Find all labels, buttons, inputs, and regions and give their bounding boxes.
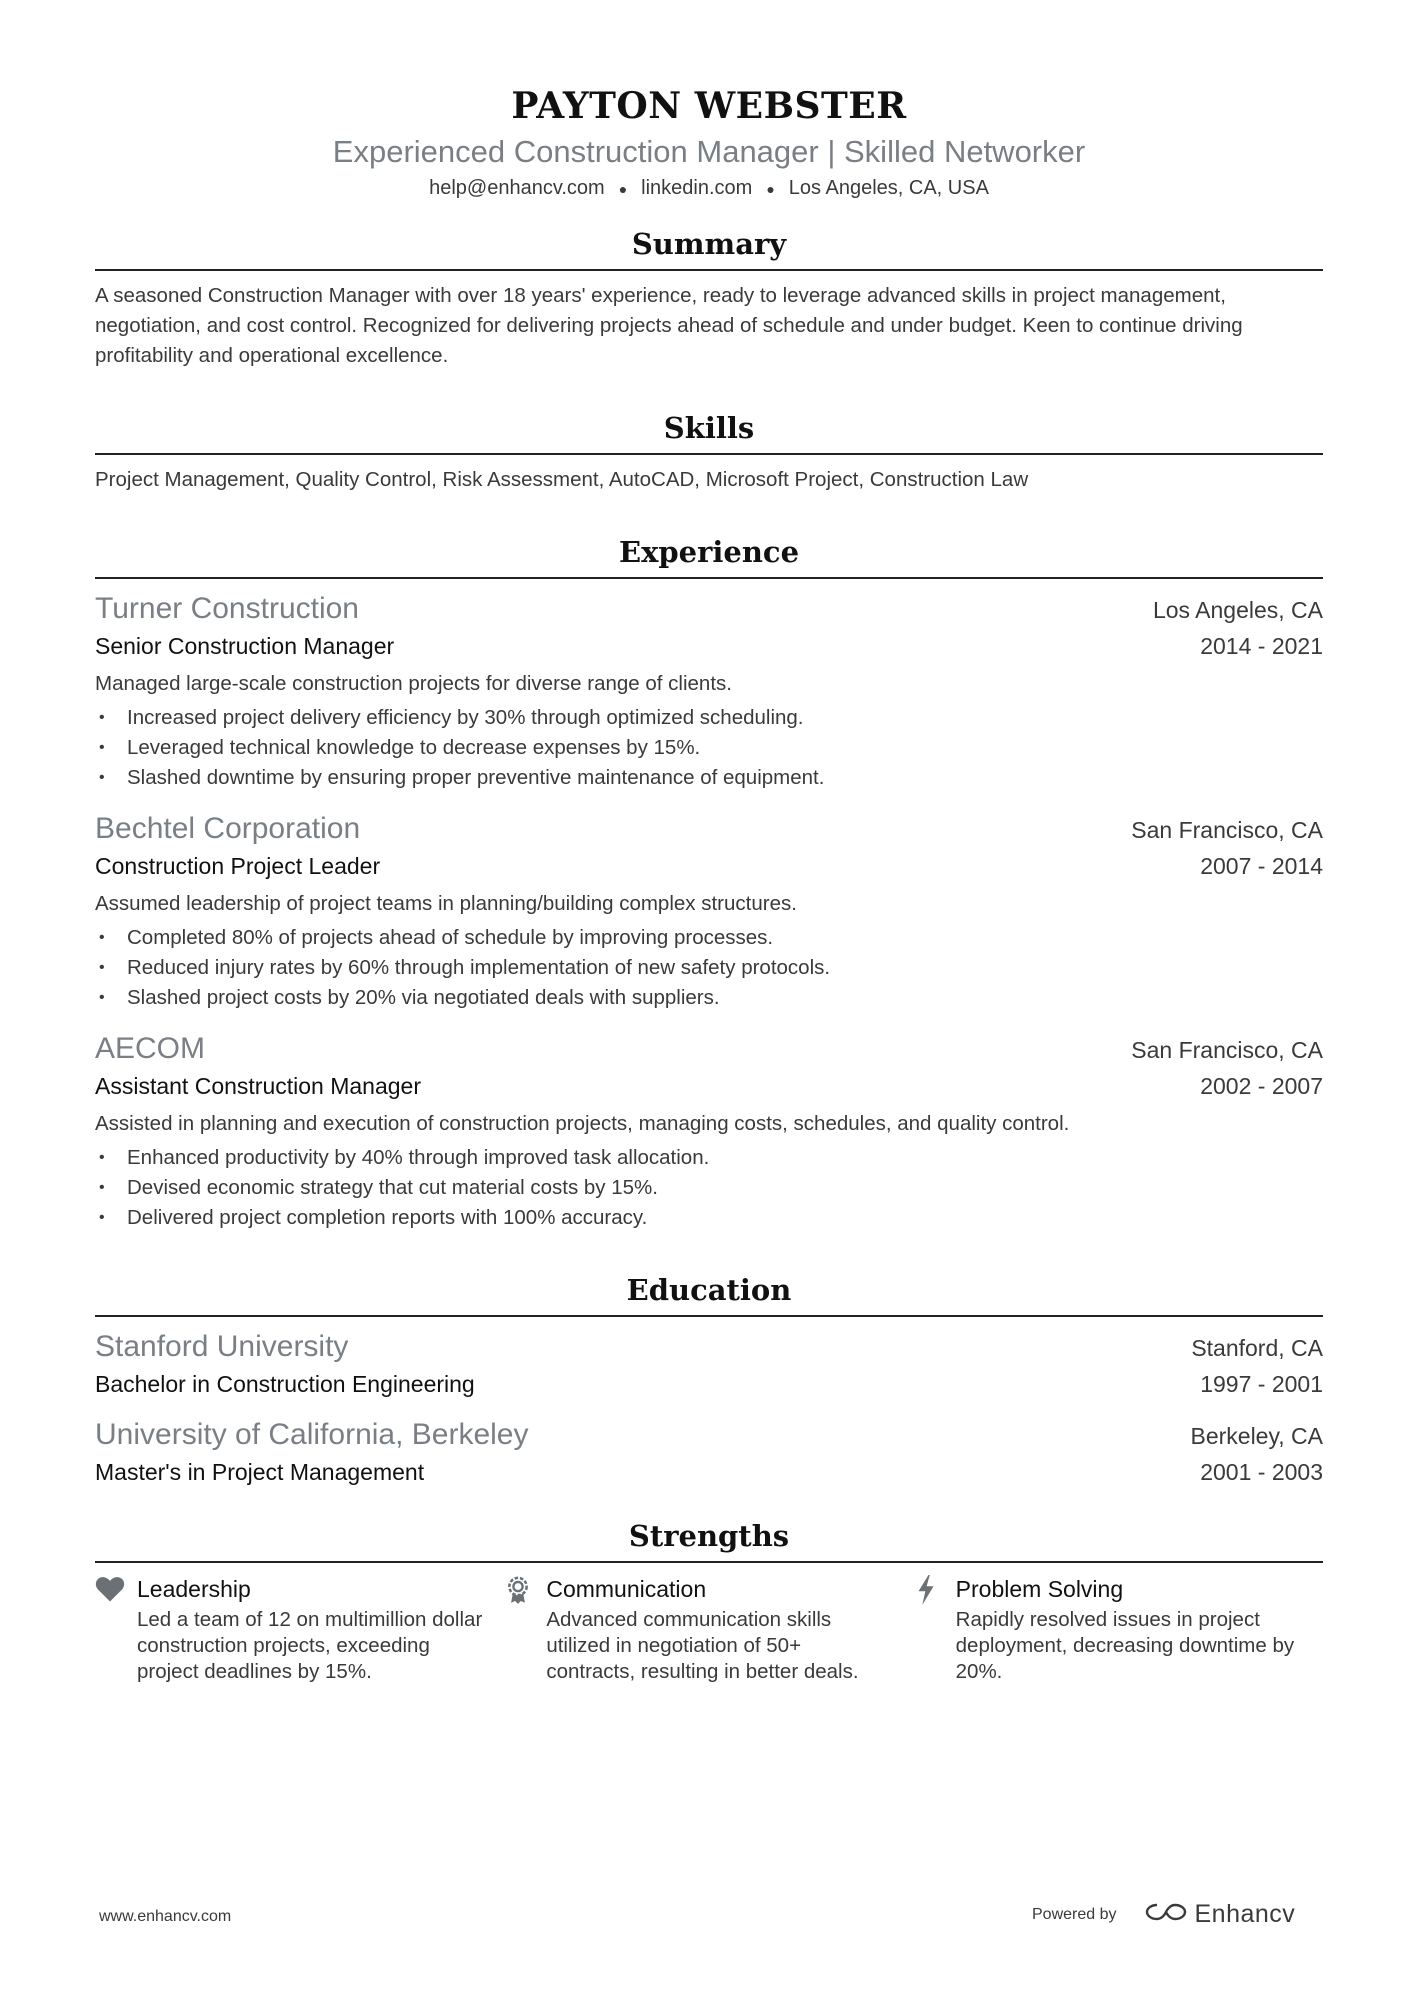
job-dates: 2014 - 2021	[1200, 632, 1323, 659]
heart-icon	[95, 1573, 137, 1685]
section-title-skills: Skills	[663, 410, 755, 445]
job-description: Assisted in planning and execution of construction projects, managing costs, schedules, and quality control.	[95, 1111, 1070, 1135]
experience-entry	[95, 589, 1323, 793]
strength-title: Communication	[546, 1575, 707, 1602]
experience-entry	[95, 1029, 1323, 1233]
achievement-item: • Completed 80% of projects ahead of schedule by improving processes.	[95, 923, 1323, 953]
company-name: AECOM	[95, 1031, 206, 1065]
strength-title: Leadership	[137, 1575, 251, 1602]
experience-section	[95, 533, 1323, 1233]
resume-page	[95, 0, 1323, 1685]
strength-title: Problem Solving	[955, 1575, 1124, 1602]
footer-branding	[1032, 1900, 1295, 1929]
section-divider	[95, 1561, 1323, 1563]
strength-item	[914, 1573, 1323, 1685]
achievement-item: • Slashed project costs by 20% via negotiated deals with suppliers.	[95, 983, 1323, 1013]
company-name: Bechtel Corporation	[95, 811, 361, 845]
powered-by-label: Powered by	[1032, 1905, 1117, 1923]
contact-line	[95, 174, 1323, 203]
achievement-list	[95, 703, 1323, 793]
degree: Bachelor in Construction Engineering	[95, 1370, 475, 1397]
job-role: Senior Construction Manager	[95, 632, 395, 659]
strength-description: Rapidly resolved issues in project deployment, decreasing downtime by 20%.	[955, 1607, 1295, 1683]
section-divider	[95, 577, 1323, 579]
experience-entry	[95, 809, 1323, 1013]
section-divider	[95, 453, 1323, 455]
job-location: Los Angeles, CA	[1152, 596, 1323, 623]
section-divider	[95, 1315, 1323, 1317]
strength-description: Led a team of 12 on multimillion dollar construction projects, exceeding project deadlines by 15%.	[137, 1607, 483, 1683]
section-title-strengths: Strengths	[628, 1518, 790, 1553]
achievement-item: • Increased project delivery efficiency by 30% through optimized scheduling.	[95, 703, 1323, 733]
achievement-list	[95, 923, 1323, 1013]
education-dates: 1997 - 2001	[1200, 1370, 1323, 1397]
enhancv-logo-icon	[1143, 1900, 1189, 1929]
separator-dot: ●	[618, 180, 628, 197]
company-name: Turner Construction	[95, 591, 359, 625]
separator-dot: ●	[766, 180, 775, 197]
achievement-item: • Leveraged technical knowledge to decrease expenses by 15%.	[95, 733, 1323, 763]
school-name: University of California, Berkeley	[95, 1417, 529, 1451]
job-location: San Francisco, CA	[1131, 816, 1323, 843]
achievement-item: • Enhanced productivity by 40% through improved task allocation.	[95, 1143, 1323, 1173]
job-dates: 2002 - 2007	[1200, 1072, 1323, 1099]
education-section	[95, 1271, 1323, 1489]
section-title-education: Education	[626, 1272, 792, 1307]
strengths-section	[95, 1517, 1323, 1685]
skills-section	[95, 409, 1323, 495]
candidate-name: PAYTON WEBSTER	[511, 85, 907, 127]
education-entry	[95, 1327, 1323, 1401]
contact-email[interactable]: help@enhancv.com	[429, 177, 605, 199]
candidate-title: Experienced Construction Manager | Skilled Networker	[332, 134, 1086, 169]
strength-item	[504, 1573, 913, 1685]
education-entry	[95, 1415, 1323, 1489]
resume-header	[95, 0, 1323, 203]
job-dates: 2007 - 2014	[1200, 852, 1323, 879]
section-title-experience: Experience	[618, 534, 800, 569]
summary-section	[95, 225, 1323, 371]
footer-website[interactable]: www.enhancv.com	[99, 1908, 232, 1925]
job-description: Assumed leadership of project teams in planning/building complex structures.	[95, 891, 797, 915]
brand-name: Enhancv	[1194, 1900, 1296, 1928]
achievement-item: • Devised economic strategy that cut material costs by 15%.	[95, 1173, 1323, 1203]
lightning-icon	[914, 1573, 956, 1685]
degree: Master's in Project Management	[95, 1458, 425, 1485]
skills-text: Project Management, Quality Control, Risk Assessment, AutoCAD, Microsoft Project, Construction Law	[95, 467, 1029, 491]
achievement-item: • Reduced injury rates by 60% through implementation of new safety protocols.	[95, 953, 1323, 983]
award-icon	[504, 1573, 546, 1685]
education-dates: 2001 - 2003	[1200, 1458, 1323, 1485]
school-location: Berkeley, CA	[1190, 1422, 1323, 1449]
job-description: Managed large-scale construction projects for diverse range of clients.	[95, 671, 732, 695]
contact-location: Los Angeles, CA, USA	[788, 177, 989, 199]
school-location: Stanford, CA	[1191, 1334, 1323, 1361]
job-role: Assistant Construction Manager	[95, 1072, 421, 1099]
strengths-grid	[95, 1573, 1323, 1685]
achievement-item: • Delivered project completion reports with 100% accuracy.	[95, 1203, 1323, 1233]
strength-item	[95, 1573, 504, 1685]
strength-description: Advanced communication skills utilized in negotiation of 50+ contracts, resulting in better deals.	[546, 1607, 859, 1683]
job-role: Construction Project Leader	[95, 852, 381, 879]
job-location: San Francisco, CA	[1131, 1036, 1323, 1063]
section-divider	[95, 269, 1323, 271]
achievement-item: • Slashed downtime by ensuring proper preventive maintenance of equipment.	[95, 763, 1323, 793]
school-name: Stanford University	[95, 1329, 349, 1363]
summary-text: A seasoned Construction Manager with over 18 years' experience, ready to leverage advanced skills in project management, negotiation, and cost control. Recognized for delivering projects ahead of schedule and under budget. Keen to continue driving profitability and operational excellence.	[95, 283, 1243, 367]
contact-linkedin[interactable]: linkedin.com	[641, 177, 753, 199]
section-title-summary: Summary	[631, 226, 787, 261]
achievement-list	[95, 1143, 1323, 1233]
